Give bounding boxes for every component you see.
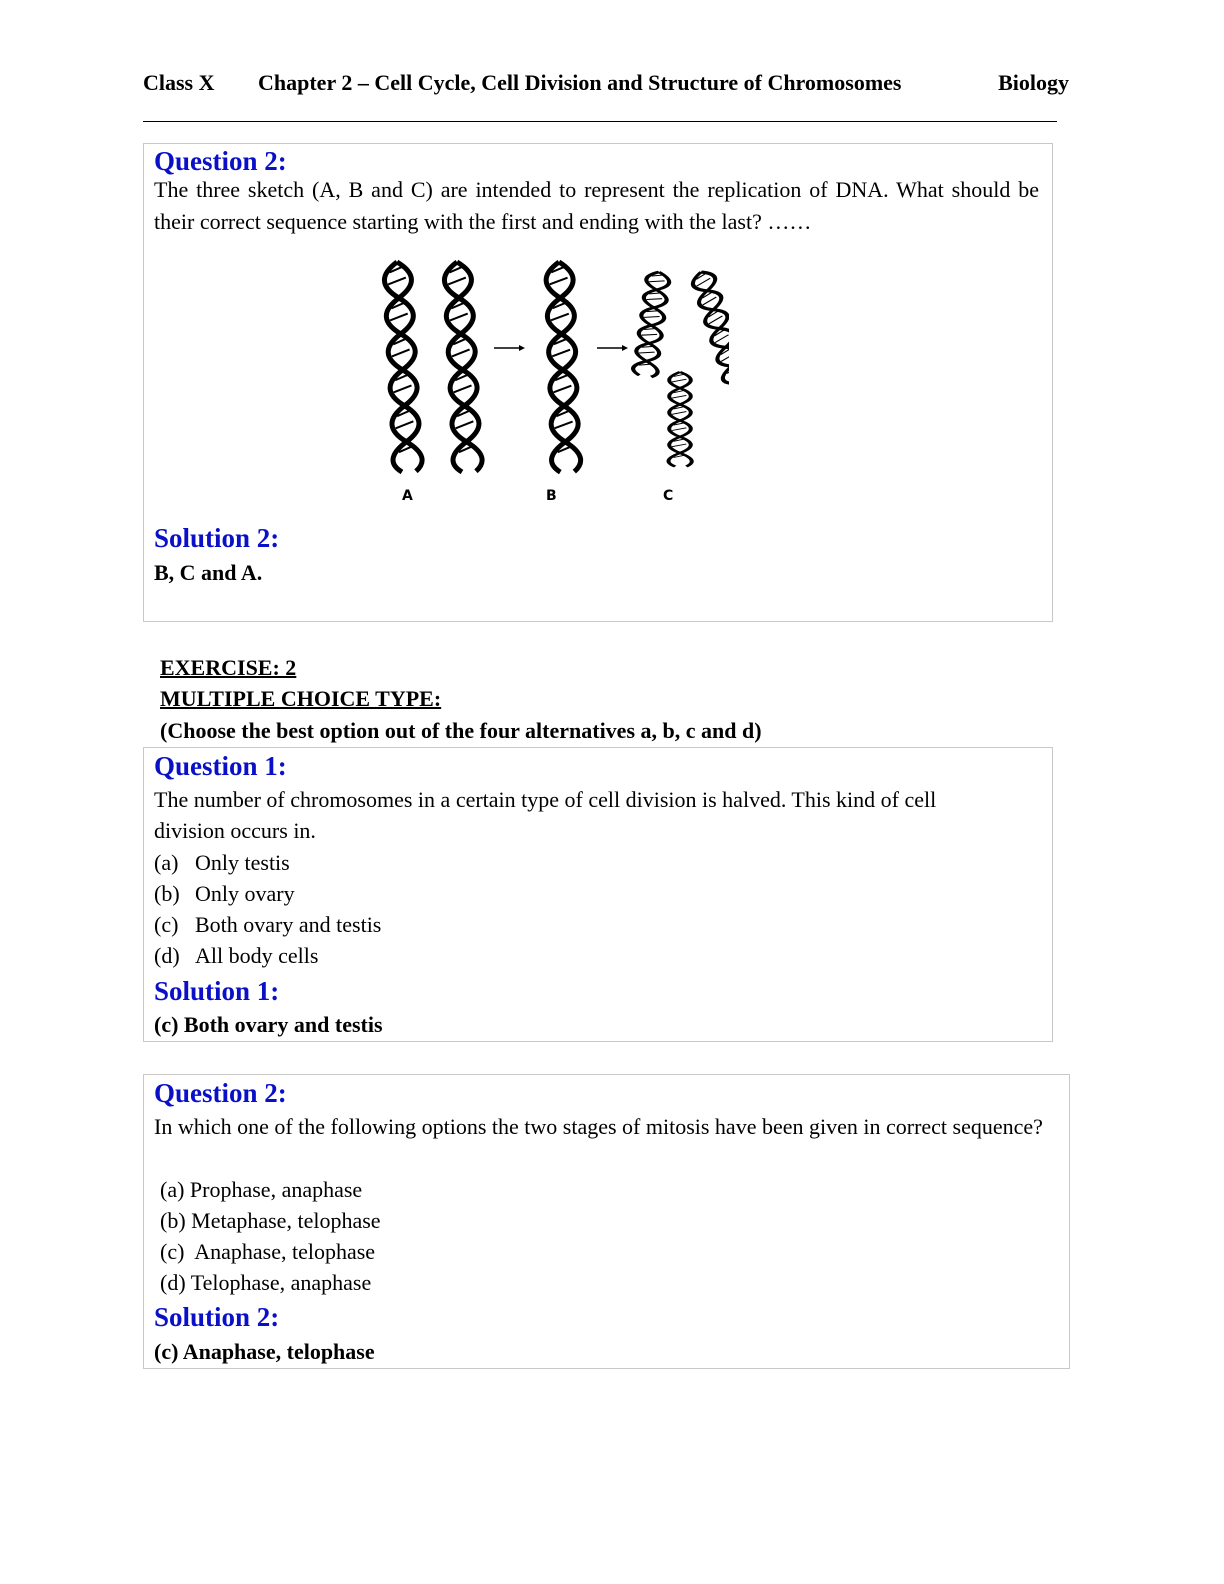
option-text: Anaphase, telophase [194, 1239, 376, 1264]
exercise-title [160, 652, 296, 684]
option-label: (b) [154, 881, 180, 906]
exercise-subtitle-text: MULTIPLE CHOICE TYPE: [160, 686, 442, 711]
option-c [154, 909, 381, 940]
option-c [160, 1236, 375, 1267]
solution-text: (c) Anaphase, telophase [154, 1339, 375, 1364]
option-label: (a) [154, 850, 179, 875]
option-label: (d) [154, 943, 180, 968]
option-b [160, 1205, 381, 1236]
exercise-instruction: (Choose the best option out of the four alternatives a, b, c and d) [160, 718, 762, 743]
option-label: (d) [160, 1270, 186, 1295]
solution-text: (c) Both ovary and testis [154, 1012, 383, 1037]
question-block-2 [143, 1074, 1070, 1369]
option-text: Only testis [195, 850, 290, 875]
option-a [154, 847, 290, 878]
solution-title: Solution 2: [154, 523, 280, 553]
option-d [154, 940, 318, 971]
option-label: (c) [154, 912, 179, 937]
solution-title: Solution 2: [154, 1302, 280, 1332]
question-block-1 [143, 747, 1053, 1042]
option-label: (b) [160, 1208, 186, 1233]
exercise-title-text: EXERCISE: 2 [160, 655, 297, 680]
option-text: Metaphase, telophase [191, 1208, 381, 1233]
dna-helix-icon [369, 254, 729, 514]
question-text-line2: division occurs in. [154, 818, 316, 843]
header-chapter: Chapter 2 – Cell Cycle, Cell Division and Structure of Chromosomes [258, 70, 902, 95]
figure-label-a: A [402, 488, 413, 504]
option-label: (c) [160, 1239, 185, 1264]
question-title: Question 2: [154, 146, 287, 176]
question-title: Question 2: [154, 1078, 287, 1108]
option-b [154, 878, 295, 909]
option-text: Both ovary and testis [195, 912, 382, 937]
solution-text: B, C and A. [154, 560, 263, 585]
option-text: All body cells [195, 943, 319, 968]
option-d [160, 1267, 371, 1298]
header-divider [143, 121, 1057, 122]
figure-label-b: B [546, 488, 557, 504]
dna-replication-figure [369, 254, 729, 514]
figure-label-c: C [663, 488, 674, 504]
exercise-subtitle [160, 683, 441, 715]
question-text: In which one of the following options the two stages of mitosis have been given in correct sequence? [154, 1114, 1043, 1139]
header-class: Class X [143, 70, 215, 95]
page-header [143, 70, 1069, 102]
option-text: Telophase, anaphase [190, 1270, 372, 1295]
question-block-dna [143, 143, 1053, 622]
option-text: Only ovary [195, 881, 295, 906]
header-subject: Biology [998, 70, 1069, 95]
option-text: Prophase, anaphase [189, 1177, 363, 1202]
option-label: (a) [160, 1177, 185, 1202]
question-title: Question 1: [154, 751, 287, 781]
question-text: The three sketch (A, B and C) are intended to represent the replication of DNA. What should be their correct sequence starting with the first and ending with the last? …… [154, 177, 1039, 234]
solution-title: Solution 1: [154, 976, 280, 1006]
option-a [160, 1174, 362, 1205]
question-text-line1: The number of chromosomes in a certain type of cell division is halved. This kind of cell [154, 787, 937, 812]
